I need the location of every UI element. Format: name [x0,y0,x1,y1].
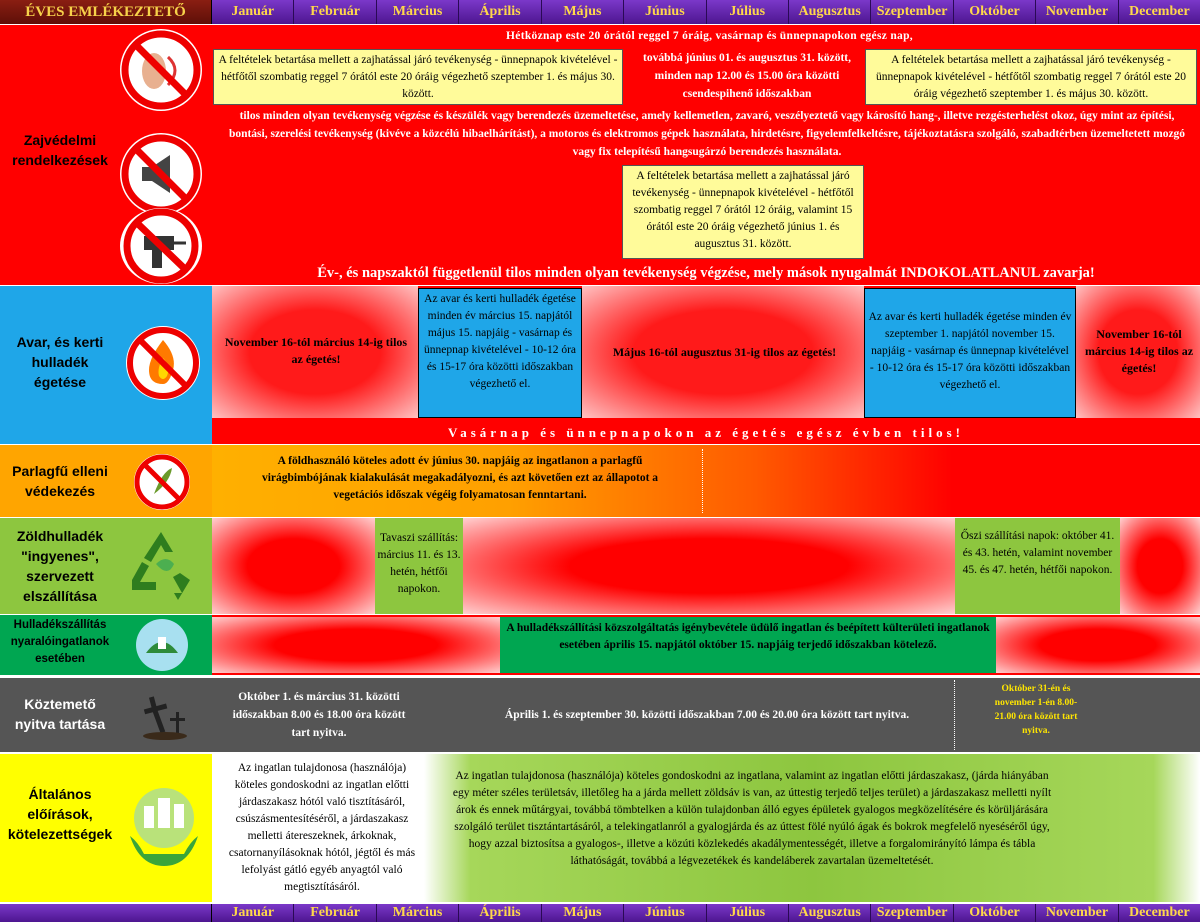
no-fire-icon [126,326,200,400]
no-drill-icon [120,208,202,284]
green-autumn: Őszi szállítási napok: október 41. és 43. hetén, valamint november 45. és 47. hetén, hétfői napokon. [955,518,1120,614]
burning-winter-right: November 16-tól március 14-ig tilos az égetés! [1084,327,1194,375]
month-label: Január [212,0,294,24]
cemetery-special: Október 31-én és november 1-én 8.00-21.00 óra között tart nyitva. [994,684,1078,736]
month-label: Június [624,904,706,922]
general-winter: Az ingatlan tulajdonosa (használója) köteles gondoskodni az ingatlan előtti járdaszakasz hótól való tisztításáról, csúszásmentesítéséről, a járdaszakasz melletti átereszeknek, árkoknak, csatornanyílásoknak hótól, jégtől és más lefolyást gátló egyéb anyagtól való megtisztításáról. [228,762,416,893]
row-holiday-waste [212,615,1200,675]
month-label: November [1036,0,1118,24]
row-cemetery [212,678,1200,752]
category-cemetery [0,678,212,752]
waste-text: A hulladékszállítási közszolgáltatás igénybevétele üdülő ingatlan és beépített külterületi ingatlanok esetében április 15. napjától október 15. napjáig terjedő időszakban kötelező. [500,617,996,673]
noise-box-autumn: A feltételek betartása mellett a zajhatással járó tevékenység - ünnepnapok kivételével - hétfőtől szombatig reggel 7 órától este 20 óráig végezhető szeptember 1. és május 30. között. [865,49,1197,105]
month-label: Március [377,0,459,24]
month-label: Május [542,904,624,922]
green-spring: Tavaszi szállítás: március 11. és 13. hetén, hétfői napokon. [375,518,463,614]
burning-winter-left: November 16-tól március 14-ig tilos az égetés! [224,335,408,366]
category-label: Hulladékszállítás nyaralóingatlanok esetében [10,619,110,665]
no-noise-ear-icon [120,29,202,111]
month-label: Október [954,904,1036,922]
waste-bg-2 [996,617,1200,673]
category-label: Zajvédelmi rendelkezések [12,132,108,168]
hands-environment-icon [124,780,204,878]
month-label: Március [377,904,459,922]
category-label: Zöldhulladék "ingyenes", szervezett elszállítása [16,528,104,604]
cemetery-winter: Október 1. és március 31. közötti időszakban 8.00 és 18.00 óra között tart nyitva. [232,691,406,739]
recycling-globe-icon [136,619,188,671]
row-noise [212,25,1200,285]
month-label: November [1036,904,1118,922]
no-loudspeaker-icon [120,133,202,215]
month-label: Augusztus [789,904,871,922]
cemetery-summer: Április 1. és szeptember 30. közötti időszakban 7.00 és 20.00 óra között tart nyitva. [504,709,910,721]
month-label: Október [954,0,1036,24]
month-label: December [1119,904,1200,922]
burning-summer: Május 16-tól augusztus 31-ig tilos az égetés! [612,345,837,359]
month-label: Február [294,0,376,24]
category-label: Parlagfű elleni védekezés [12,463,108,499]
category-ragweed [0,445,212,517]
noise-bottom-text: Év-, és napszaktól függetlenül tilos minden olyan tevékenység végzése, mely mások nyugalmát INDOKOLATLANUL zavarja! [317,265,1095,281]
category-burning [0,286,212,444]
burning-autumn-box: Az avar és kerti hulladék égetése minden év szeptember 1. napjától november 15. napjáig - vasárnap és ünnepnap kivételével - 10-12 óra és 15-17 óra közötti időszakban végezhető el. [864,288,1076,418]
row-ragweed [212,445,1200,517]
month-label: Július [707,0,789,24]
month-label: Június [624,0,706,24]
noise-box-spring: A feltételek betartása mellett a zajhatással járó tevékenység - ünnepnapok kivételével - hétfőtől szombatig reggel 7 órától este 20 óráig végezhető szeptember 1. és május 30. között. [213,49,623,105]
month-label: Január [212,904,294,922]
row-green-waste [212,518,1200,614]
burning-sunday-text: Vasárnap és ünnepnapokon az égetés egész évben tilos! [448,425,964,440]
month-header-top [0,0,1200,24]
ragweed-text: A földhasználó köteles adott év június 30. napjáig az ingatlanon a parlagfű virágbimbójának kialakulását megakadályozni, és azt követően ezt az állapotot a vegetációs időszak végéig folyamatosan fenntartani. [261,455,659,501]
month-label: Július [707,904,789,922]
month-label: Április [459,904,541,922]
burning-spring-box: Az avar és kerti hulladék égetése minden év március 15. napjától május 15. napjáig - vasárnap és ünnepnap kivételével - 10-12 óra és 15-17 óra közötti időszakban végezhető el. [418,288,582,418]
category-green-waste [0,518,212,614]
month-label: December [1119,0,1200,24]
noise-summer-text: továbbá június 01. és augusztus 31. között, minden nap 12.00 és 15.00 óra közötti csendespihenő időszakban [643,52,851,100]
category-label: Köztemető nyitva tartása [14,696,106,732]
green-bg-2 [463,518,955,614]
category-holiday-waste [0,615,212,675]
green-bg-1 [212,518,375,614]
month-label: Szeptember [871,904,953,922]
noise-prohibited-text: tilos minden olyan tevékenység végzése és készülék vagy berendezés üzemeltetése, amely kellemetlen, zavaró, veszélyeztető vagy károsító hang-, illetve rezgésterhelést okoz, úgy mint az építési, bontási, szerelési tevékenység (kivéve a közcélú hibaelhárítást), a motoros és elektromos gépek használata, hirdetésre, figyelemfelkeltésre, tájékoztatásra szolgáló, szabadtérben üzemeltetett mozgó vagy fix telepítésű hangsugárzó berendezés használata. [228,110,1186,158]
cross-grave-icon [140,692,190,740]
ragweed-divider [702,449,703,513]
green-bg-3 [1120,518,1200,614]
month-label: Augusztus [789,0,871,24]
category-label: Avar, és kerti hulladék égetése [16,334,104,390]
no-ragweed-icon [134,454,190,510]
noise-box-summer: A feltételek betartása mellett a zajhatással járó tevékenység - ünnepnapok kivételével - hétfőtől szombatig reggel 7 órától 12 óráig, valamint 15 órától este 20 óráig végezhető június 1. és augusztus 31. között. [622,165,864,259]
category-general [0,754,212,902]
waste-bg-1 [212,617,500,673]
page-title: ÉVES EMLÉKEZTETŐ [0,0,212,24]
month-label: Február [294,904,376,922]
month-label: Április [459,0,541,24]
general-summer: Az ingatlan tulajdonosa (használója) köteles gondoskodni az ingatlana, valamint az ingatlan előtti járdaszakasz, (járda hiányában egy méter széles területsáv, illetőleg ha a járda mellett zöldsáv is van, az úttestig terjedő teljes terület) a járdaszakasz melletti nyílt árok és ennek műtárgyai, továbbá tömbtelken a külön tulajdonban álló egyes épületek gyalogos megközelítésére és körüljárására szolgáló terület tisztántartásáról, a telekingatlanról a gyalogjárda és az úttest fölé nyúló ágak és bokrok megfelelő nyeséséről úgy, hogy azzal biztosítsa a gyalogos-, illetve a közúti közlekedés akadálymentességét, illetve a forgalomirányító lámpa és tábla láthatóságát, továbbá a légvezetékek és kandeláberek zavartalan üzemeltetését. [452,770,1052,867]
cemetery-divider [954,680,955,750]
row-general [212,754,1200,902]
recycle-icon [120,524,202,606]
bottom-spacer [0,904,212,922]
category-noise [0,25,212,285]
month-label: Május [542,0,624,24]
row-burning [212,286,1200,444]
month-header-bottom [0,904,1200,922]
noise-top-text: Hétköznap este 20 órától reggel 7 óráig, vasárnap és ünnepnapokon egész nap, [506,30,913,42]
month-label: Szeptember [871,0,953,24]
category-label: Általános előírások, kötelezettségek [7,786,113,842]
